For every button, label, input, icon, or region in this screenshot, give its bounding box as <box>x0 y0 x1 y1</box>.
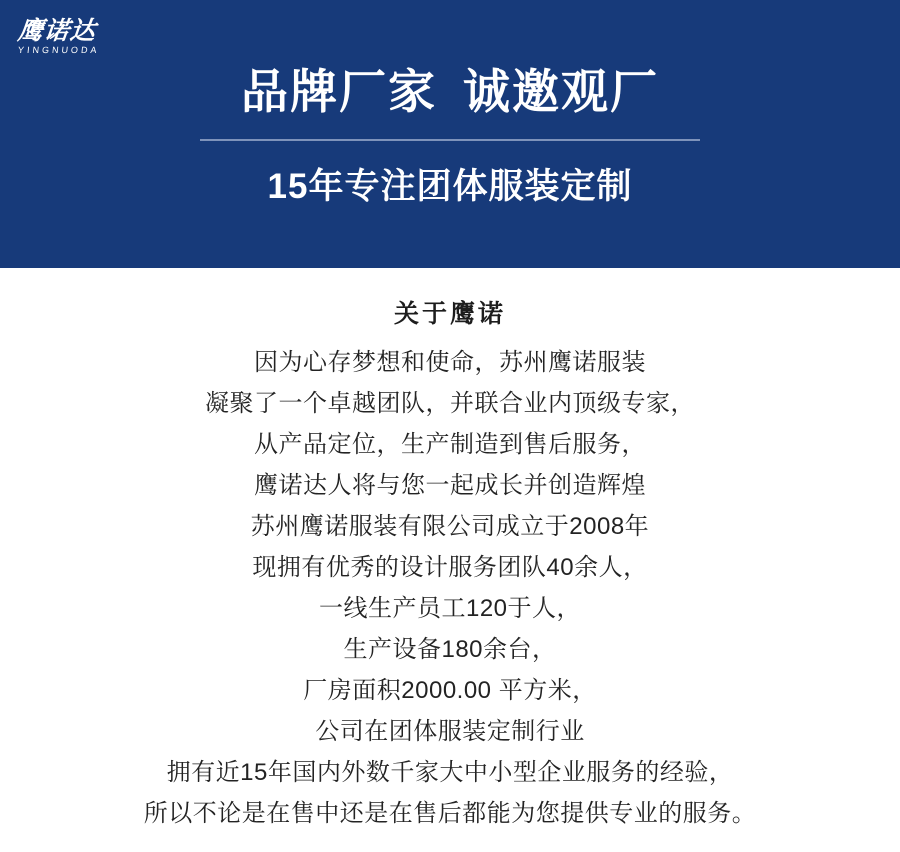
about-line: 因为心存梦想和使命，苏州鹰诺服装 <box>254 349 646 376</box>
about-line: 现拥有优秀的设计服务团队40余人， <box>252 554 648 581</box>
about-line: 一线生产员工120于人， <box>318 595 582 622</box>
about-line: 苏州鹰诺服装有限公司成立于2008年 <box>250 513 650 540</box>
hero-banner <box>0 0 900 268</box>
about-heading: 关于鹰诺 <box>393 300 506 328</box>
brand-logo-pinyin: YINGNUODA <box>17 45 101 55</box>
about-line: 所以不论是在售中还是在售后都能为您提供专业的服务。 <box>143 800 757 827</box>
about-section <box>0 268 900 834</box>
banner-subtitle: 15年专注团体服装定制 <box>267 167 633 207</box>
banner-title-part2: 诚邀观厂 <box>463 64 659 118</box>
about-line: 厂房面积2000.00 平方米， <box>303 677 597 704</box>
banner-title-part1: 品牌厂家 <box>241 64 437 118</box>
about-line: 拥有近15年国内外数千家大中小型企业服务的经验， <box>166 759 734 786</box>
about-body <box>0 342 900 834</box>
about-line: 凝聚了一个卓越团队，并联合业内顶级专家， <box>205 390 695 417</box>
about-line: 从产品定位，生产制造到售后服务， <box>254 431 646 458</box>
about-line: 生产设备180余台， <box>343 636 557 663</box>
about-line: 公司在团体服装定制行业 <box>315 718 585 745</box>
banner-title <box>241 65 659 119</box>
banner-content <box>0 0 900 268</box>
banner-divider <box>200 139 700 141</box>
about-line: 鹰诺达人将与您一起成长并创造辉煌 <box>254 472 646 499</box>
brand-logo-text: 鹰诺达 <box>16 16 98 45</box>
